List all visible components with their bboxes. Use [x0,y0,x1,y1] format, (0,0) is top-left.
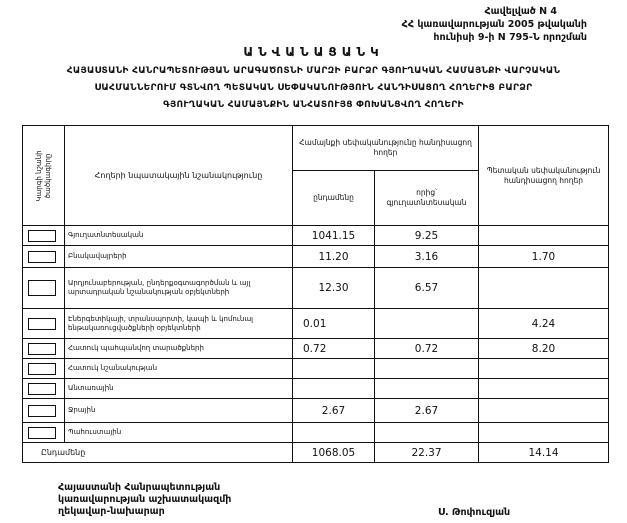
code-cell [23,226,65,246]
table-header-row [23,126,609,171]
row-name: Հատուկ պահպանվող տարածքների [65,339,293,359]
row-total [293,423,375,443]
row-total: 11.20 [293,246,375,268]
header-code [23,126,65,226]
row-total [293,359,375,379]
subtitle-line: ՍԱՀՄԱՆՆԵՐՈՒՄ ԳՏՆՎՈՂ ՊԵՏԱԿԱՆ ՍԵՓԱԿԱՆՈՒԹՅՈՒՆ ՀԱՆԴԻՍԱՑՈՂ ՀՈՂԵՐԻՑ ԲԱՐՁՐ [94,83,533,93]
code-cell [23,339,65,359]
row-total: 0.01 [293,309,375,339]
code-cell [23,423,65,443]
code-cell [23,359,65,379]
total-agricultural: 22.37 [375,443,479,463]
row-agricultural: 9.25 [375,226,479,246]
row-name: Ջրային [65,399,293,423]
code-box [28,318,56,330]
appendix-government-line: ՀՀ կառավարության 2005 թվականի [401,19,587,30]
land-table [22,125,609,463]
row-agricultural: 3.16 [375,246,479,268]
document-title: ԱՆՎԱՆԱՑԱՆԿ [243,45,384,59]
header-agricultural: որից՝ գյուղատնտեսական [375,171,479,226]
code-cell [23,399,65,423]
table-total-row [23,443,609,463]
row-name: Գյուղատնտեսական [65,226,293,246]
signer-name: Ս. Թոփուզյան [438,507,511,518]
table-row [23,339,609,359]
table-row [23,226,609,246]
header-community-land: Համայնքի սեփականությունը հանդիսացող հողեր [293,126,479,171]
code-cell [23,268,65,309]
table-row [23,246,609,268]
row-total: 1041.15 [293,226,375,246]
row-agricultural: 6.57 [375,268,479,309]
row-name: Պահուստային [65,423,293,443]
row-state [479,268,609,309]
table-row [23,379,609,399]
code-cell [23,379,65,399]
row-name: Արդյունաբերության, ընդերքօգտագործման և այլ արտադրական նշանակության օբյեկտների [65,268,293,309]
table-row [23,359,609,379]
row-state [479,359,609,379]
header-code-text: Կարգի նշանի ծածկագիրը [34,149,52,202]
code-cell [23,246,65,268]
appendix-number: Հավելված N 4 [484,6,557,17]
header-total: ընդամենը [293,171,375,226]
table-row [23,399,609,423]
row-name: Հատուկ նշանակության [65,359,293,379]
row-total: 2.67 [293,399,375,423]
appendix-header [327,5,587,44]
code-box [28,363,56,375]
row-agricultural: 0.72 [375,339,479,359]
row-total: 12.30 [293,268,375,309]
code-box [28,230,56,242]
signature-line: Հայաստանի Հանրապետության [58,482,221,493]
row-state: 1.70 [479,246,609,268]
table-row [23,309,609,339]
total-state: 14.14 [479,443,609,463]
row-name: Էներգետիկայի, տրանսպորտի, կապի և կոմունալ ենթակառուցվածքների օբյեկտների [65,309,293,339]
signature-line: ղեկավար-նախարար [58,506,165,517]
total-label: Ընդամենը [23,443,293,463]
row-agricultural [375,423,479,443]
row-state [479,379,609,399]
code-box [28,343,56,355]
row-state [479,423,609,443]
row-total [293,379,375,399]
header-state-land: Պետական սեփականություն հանդիսացող հողեր [479,126,609,226]
subtitle-line: ՀԱՅԱՍՏԱՆԻ ՀԱՆՐԱՊԵՏՈՒԹՅԱՆ ԱՐԱԳԱԾՈՏՆԻ ՄԱՐԶԻ ԲԱՐՁՐ ԳՅՈՒՂԱԿԱՆ ՀԱՄԱՅՆՔԻ ՎԱՐՉԱԿԱՆ [66,66,561,76]
code-box [28,427,56,439]
signature-line: կառավարության աշխատակազմի [58,494,232,505]
row-agricultural [375,309,479,339]
header-purpose: Հողերի նպատակային նշանակությունը [65,126,293,226]
code-cell [23,309,65,339]
subtitle-line: ԳՅՈՒՂԱԿԱՆ ՀԱՄԱՅՆՔԻՆ ԱՆՀԱՏՈՒՅՑ ՓՈԽԱՆՑՎՈՂ ՀՈՂԵՐԻ [163,100,464,110]
total-total: 1068.05 [293,443,375,463]
table-row [23,423,609,443]
appendix-decision-line: հունիսի 9-ի N 795-Ն որոշման [433,32,587,43]
code-box [28,405,56,417]
table-row [23,268,609,309]
row-state [479,226,609,246]
signature-block [58,482,231,518]
row-name: Բնակավայրերի [65,246,293,268]
code-box [28,251,56,263]
document-subtitle [6,63,621,114]
row-agricultural: 2.67 [375,399,479,423]
row-name: Անտառային [65,379,293,399]
row-state: 4.24 [479,309,609,339]
code-box [28,280,56,296]
row-agricultural [375,359,479,379]
row-agricultural [375,379,479,399]
row-total: 0.72 [293,339,375,359]
row-state: 8.20 [479,339,609,359]
code-box [28,383,56,395]
row-state [479,399,609,423]
